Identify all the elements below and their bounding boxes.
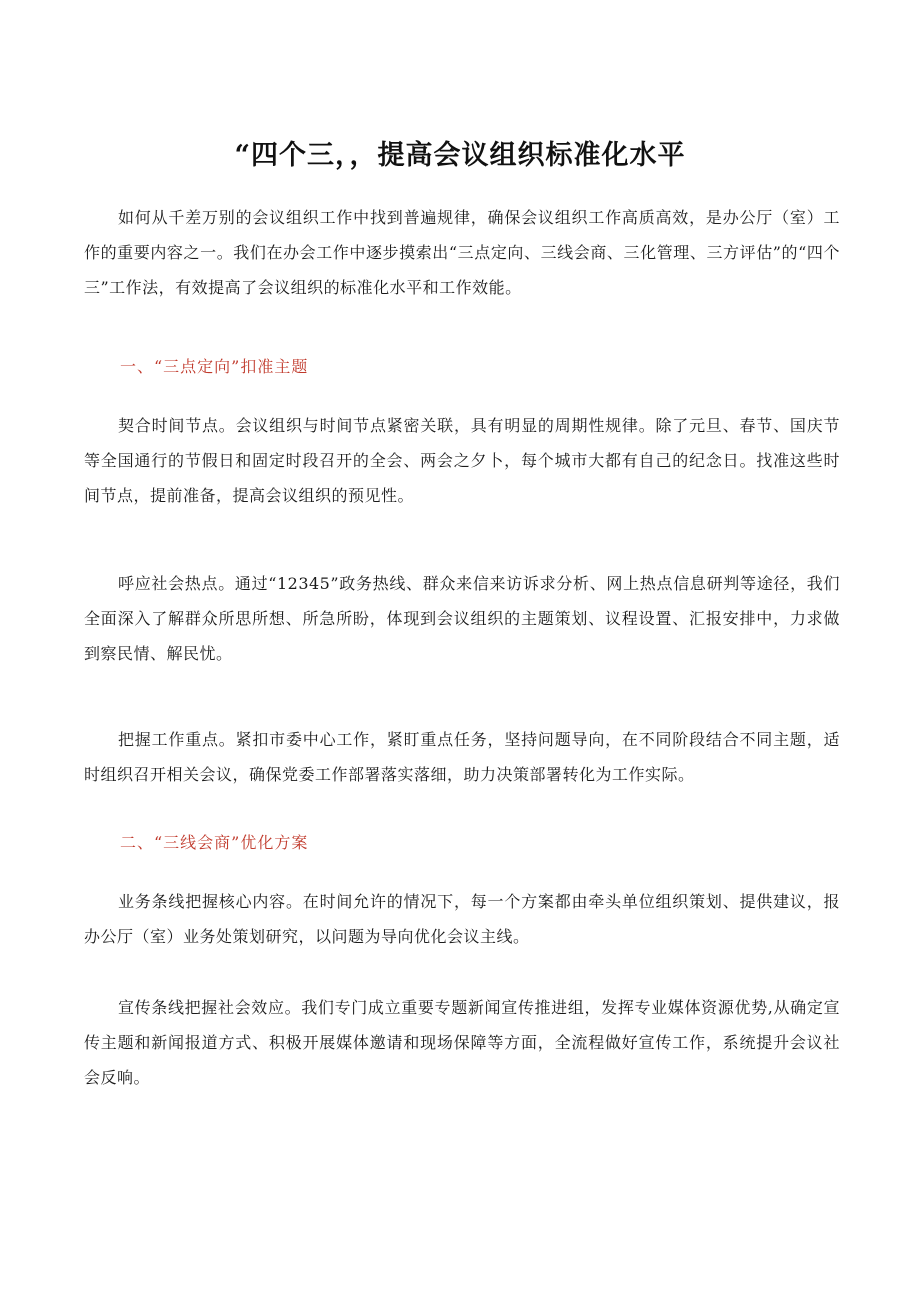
section-heading-2: 二、“三线会商”优化方案 — [120, 833, 309, 852]
section1-paragraph-1: 契合时间节点。会议组织与时间节点紧密关联，具有明显的周期性规律。除了元旦、春节、国庆节等全国通行的节假日和固定时段召开的全会、两会之夕卜，每个城市大都有自己的纪念日。找准这些时间节点，提前准备，提高会议组织的预见性。 — [84, 416, 840, 505]
section1-paragraph-2: 呼应社会热点。通过“12345”政务热线、群众来信来访诉求分析、网上热点信息研判等途径，我们全面深入了解群众所思所想、所急所盼，体现到会议组织的主题策划、议程设置、汇报安排中，力求做到察民情、解民忧。 — [84, 574, 840, 663]
section2-paragraph-2: 宣传条线把握社会效应。我们专门成立重要专题新闻宣传推进组，发挥专业媒体资源优势,从确定宣传主题和新闻报道方式、积极开展媒体邀请和现场保障等方面，全流程做好宣传工作，系统提升会议社会反响。 — [84, 998, 840, 1087]
section-heading-1: 一、“三点定向”扣准主题 — [120, 357, 309, 376]
section2-paragraph-1: 业务条线把握核心内容。在时间允许的情况下，每一个方案都由牵头单位组织策划、提供建议，报办公厅（室）业务处策划研究，以问题为导向优化会议主线。 — [84, 892, 840, 946]
section1-paragraph-3: 把握工作重点。紧扣市委中心工作，紧盯重点任务，坚持问题导向，在不同阶段结合不同主题，适时组织召开相关会议，确保党委工作部署落实落细，助力决策部署转化为工作实际。 — [84, 730, 840, 784]
intro-paragraph: 如何从千差万别的会议组织工作中找到普遍规律，确保会议组织工作高质高效，是办公厅（室）工作的重要内容之一。我们在办会工作中逐步摸索出“三点定向、三线会商、三化管理、三方评估”的“四个三”工作法，有效提高了会议组织的标准化水平和工作效能。 — [84, 208, 840, 297]
document-title: “四个三，，提高会议组织标准化水平 — [234, 140, 686, 171]
